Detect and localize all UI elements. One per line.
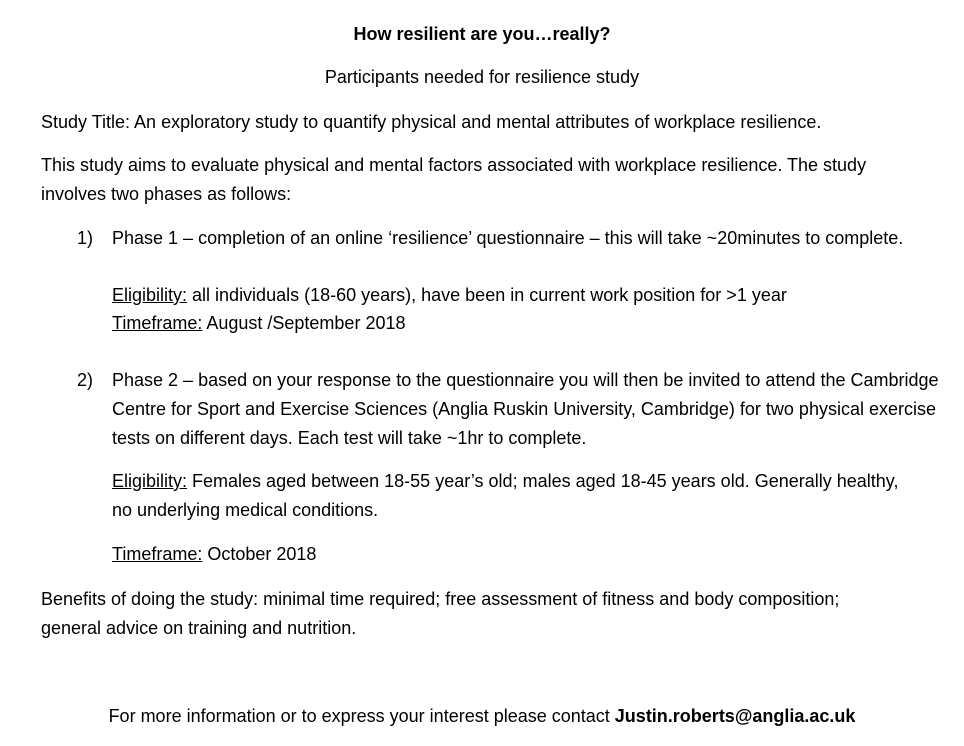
phase-2-timeframe-label: Timeframe: (112, 544, 203, 564)
page-subtitle: Participants needed for resilience study (324, 67, 640, 87)
phase-2-eligibility-text: Females aged between 18-55 year’s old; males aged 18-45 years old. Generally healthy, no underlying medical conditions. (112, 471, 899, 520)
contact-email[interactable]: Justin.roberts@anglia.ac.uk (614, 706, 856, 726)
contact-text: For more information or to express your interest please contact (108, 706, 615, 726)
phase-2-number: 2) (77, 370, 94, 390)
page-title: How resilient are you…really? (353, 24, 611, 44)
phase-2-timeframe-text: October 2018 (202, 544, 317, 564)
study-benefits: Benefits of doing the study: minimal time required; free assessment of fitness and body composition; general advice on training and nutrition. (41, 589, 840, 638)
phase-1-eligibility (112, 281, 942, 310)
phase-1-timeframe-label: Timeframe: (112, 313, 203, 333)
study-intro: This study aims to evaluate physical and mental factors associated with workplace resilience. The study involves two phases as follows: (41, 155, 867, 204)
phase-2-description: Phase 2 – based on your response to the questionnaire you will then be invited to attend the Cambridge Centre for Sport and Exercise Sciences (Anglia Ruskin University, Cambridge) for two physical exercise tests on different days. Each test will take ~1hr to complete. (112, 370, 939, 448)
phase-2-timeframe (112, 540, 942, 569)
phase-1-timeframe-text: August /September 2018 (202, 313, 406, 333)
phase-1-description: Phase 1 – completion of an online ‘resilience’ questionnaire – this will take ~20minutes to complete. (112, 228, 904, 248)
phase-1-timeframe (112, 309, 942, 338)
study-title: Study Title: An exploratory study to quantify physical and mental attributes of workplace resilience. (41, 112, 822, 132)
phase-2-eligibility (112, 467, 912, 525)
contact-line (0, 702, 964, 731)
phase-1-number: 1) (77, 228, 94, 248)
phase-2-eligibility-label: Eligibility: (112, 471, 188, 491)
phase-1-eligibility-label: Eligibility: (112, 285, 188, 305)
phase-1-eligibility-text: all individuals (18-60 years), have been in current work position for >1 year (187, 285, 787, 305)
